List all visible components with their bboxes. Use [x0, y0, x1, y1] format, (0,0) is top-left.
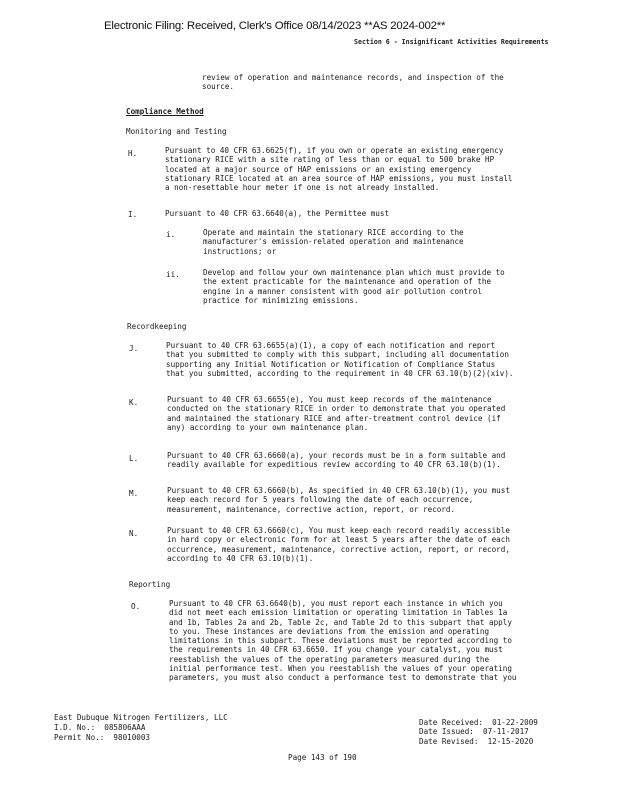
- item-h-text: Pursuant to 40 CFR 63.6625(f), if you own or operate an existing emergency stationary RICE with a site rating of less than or equal to 500 brake HP located at a major source of HAP emissions or an existing emergency stationary RICE located at an area source of HAP emissions, you must install a non-resettable hour meter if one is not already installed.: [165, 146, 513, 193]
- filing-stamp: Electronic Filing: Received, Clerk's Office 08/14/2023 **AS 2024-002**: [104, 20, 446, 32]
- item-l-label: L.: [129, 454, 139, 463]
- item-o-label: O.: [131, 602, 141, 611]
- item-k-text: Pursuant to 40 CFR 63.6655(e), You must keep records of the maintenance conducted on the stationary RICE in order to demonstrate that you operated and maintained the stationary RICE and after-treatment control device (if any) according to your own maintenance plan.: [167, 395, 506, 432]
- item-j-text: Pursuant to 40 CFR 63.6655(a)(1), a copy of each notification and report that you submitted to comply with this subpart, including all documentation supporting any Initial Notification or Notification of Compliance Status that you submitted, according to the requirement in 40 CFR 63.10(b)(2)(xiv).: [166, 341, 514, 378]
- item-n-text: Pursuant to 40 CFR 63.6660(c), You must keep each record readily accessible in hard copy or electronic form for at least 5 years after the date of each occurrence, measurement, maintenance, corrective action, report, or record, according to 40 CFR 63.10(b)(1).: [167, 526, 510, 563]
- section-header: Section 6 - Insignificant Activities Requirements: [354, 38, 549, 46]
- footer-date-issued: Date Issued: 07-11-2017: [419, 727, 529, 737]
- intro-continuation: review of operation and maintenance records, and inspection of the source.: [202, 73, 504, 92]
- item-m-label: M.: [129, 489, 139, 498]
- footer-dates: [419, 718, 538, 746]
- footer-company: East Dubuque Nitrogen Fertilizers, LLC: [54, 713, 228, 722]
- compliance-method-heading: Compliance Method: [126, 107, 204, 116]
- item-l-text: Pursuant to 40 CFR 63.6660(a), your records must be in a form suitable and readily available for expeditious review according to 40 CFR 63.10(b)(1).: [167, 451, 506, 470]
- item-i-sub2-text: Develop and follow your own maintenance plan which must provide to the extent practicable for the maintenance and operation of the engine in a manner consistent with good air pollution control practice for minimizing emissions.: [203, 268, 505, 305]
- footer-id-no: I.D. No.: 085806AAA: [54, 723, 146, 732]
- footer-permit-no: Permit No.: 98010003: [54, 733, 151, 742]
- item-i-sub2-label: ii.: [166, 270, 180, 279]
- item-i-sub1-text: Operate and maintain the stationary RICE according to the manufacturer's emission-related operation and maintenance instructions; or: [203, 228, 464, 256]
- item-k-label: K.: [129, 398, 139, 407]
- item-j-label: J.: [129, 344, 139, 353]
- item-i-sub1-label: i.: [166, 230, 176, 239]
- item-i-text: Pursuant to 40 CFR 63.6640(a), the Permittee must: [165, 209, 390, 218]
- monitoring-testing-heading: Monitoring and Testing: [126, 127, 227, 136]
- footer-date-received: Date Received: 01-22-2009: [419, 718, 538, 727]
- reporting-heading: Reporting: [129, 580, 171, 589]
- item-n-label: N.: [129, 529, 139, 538]
- item-h-label: H.: [128, 149, 138, 158]
- item-i-label: I.: [128, 210, 138, 219]
- recordkeeping-heading: Recordkeeping: [127, 322, 187, 331]
- page-number: Page 143 of 190: [288, 753, 357, 762]
- item-m-text: Pursuant to 40 CFR 63.6660(b), As specified in 40 CFR 63.10(b)(1), you must keep each record for 5 years following the date of each occurrence, measurement, maintenance, corrective action, report, or record.: [167, 486, 510, 514]
- item-o-text: Pursuant to 40 CFR 63.6640(b), you must report each instance in which you did not meet each emission limitation or operating limitation in Tables 1a and 1b, Tables 2a and 2b, Table 2c, and Table 2d to this subpart that apply to you. These instances are deviations from the emission and operating limitations in this subpart. These deviations must be reported according to the requirements in 40 CFR 63.6650. If you change your catalyst, you must reestablish the values of the operating parameters measured during the initial performance test. When you reestablish the values of your operating parameters, you must also conduct a performance test to demonstrate that you: [169, 599, 517, 683]
- footer-date-revised: Date Revised: 12-15-2020: [419, 736, 534, 746]
